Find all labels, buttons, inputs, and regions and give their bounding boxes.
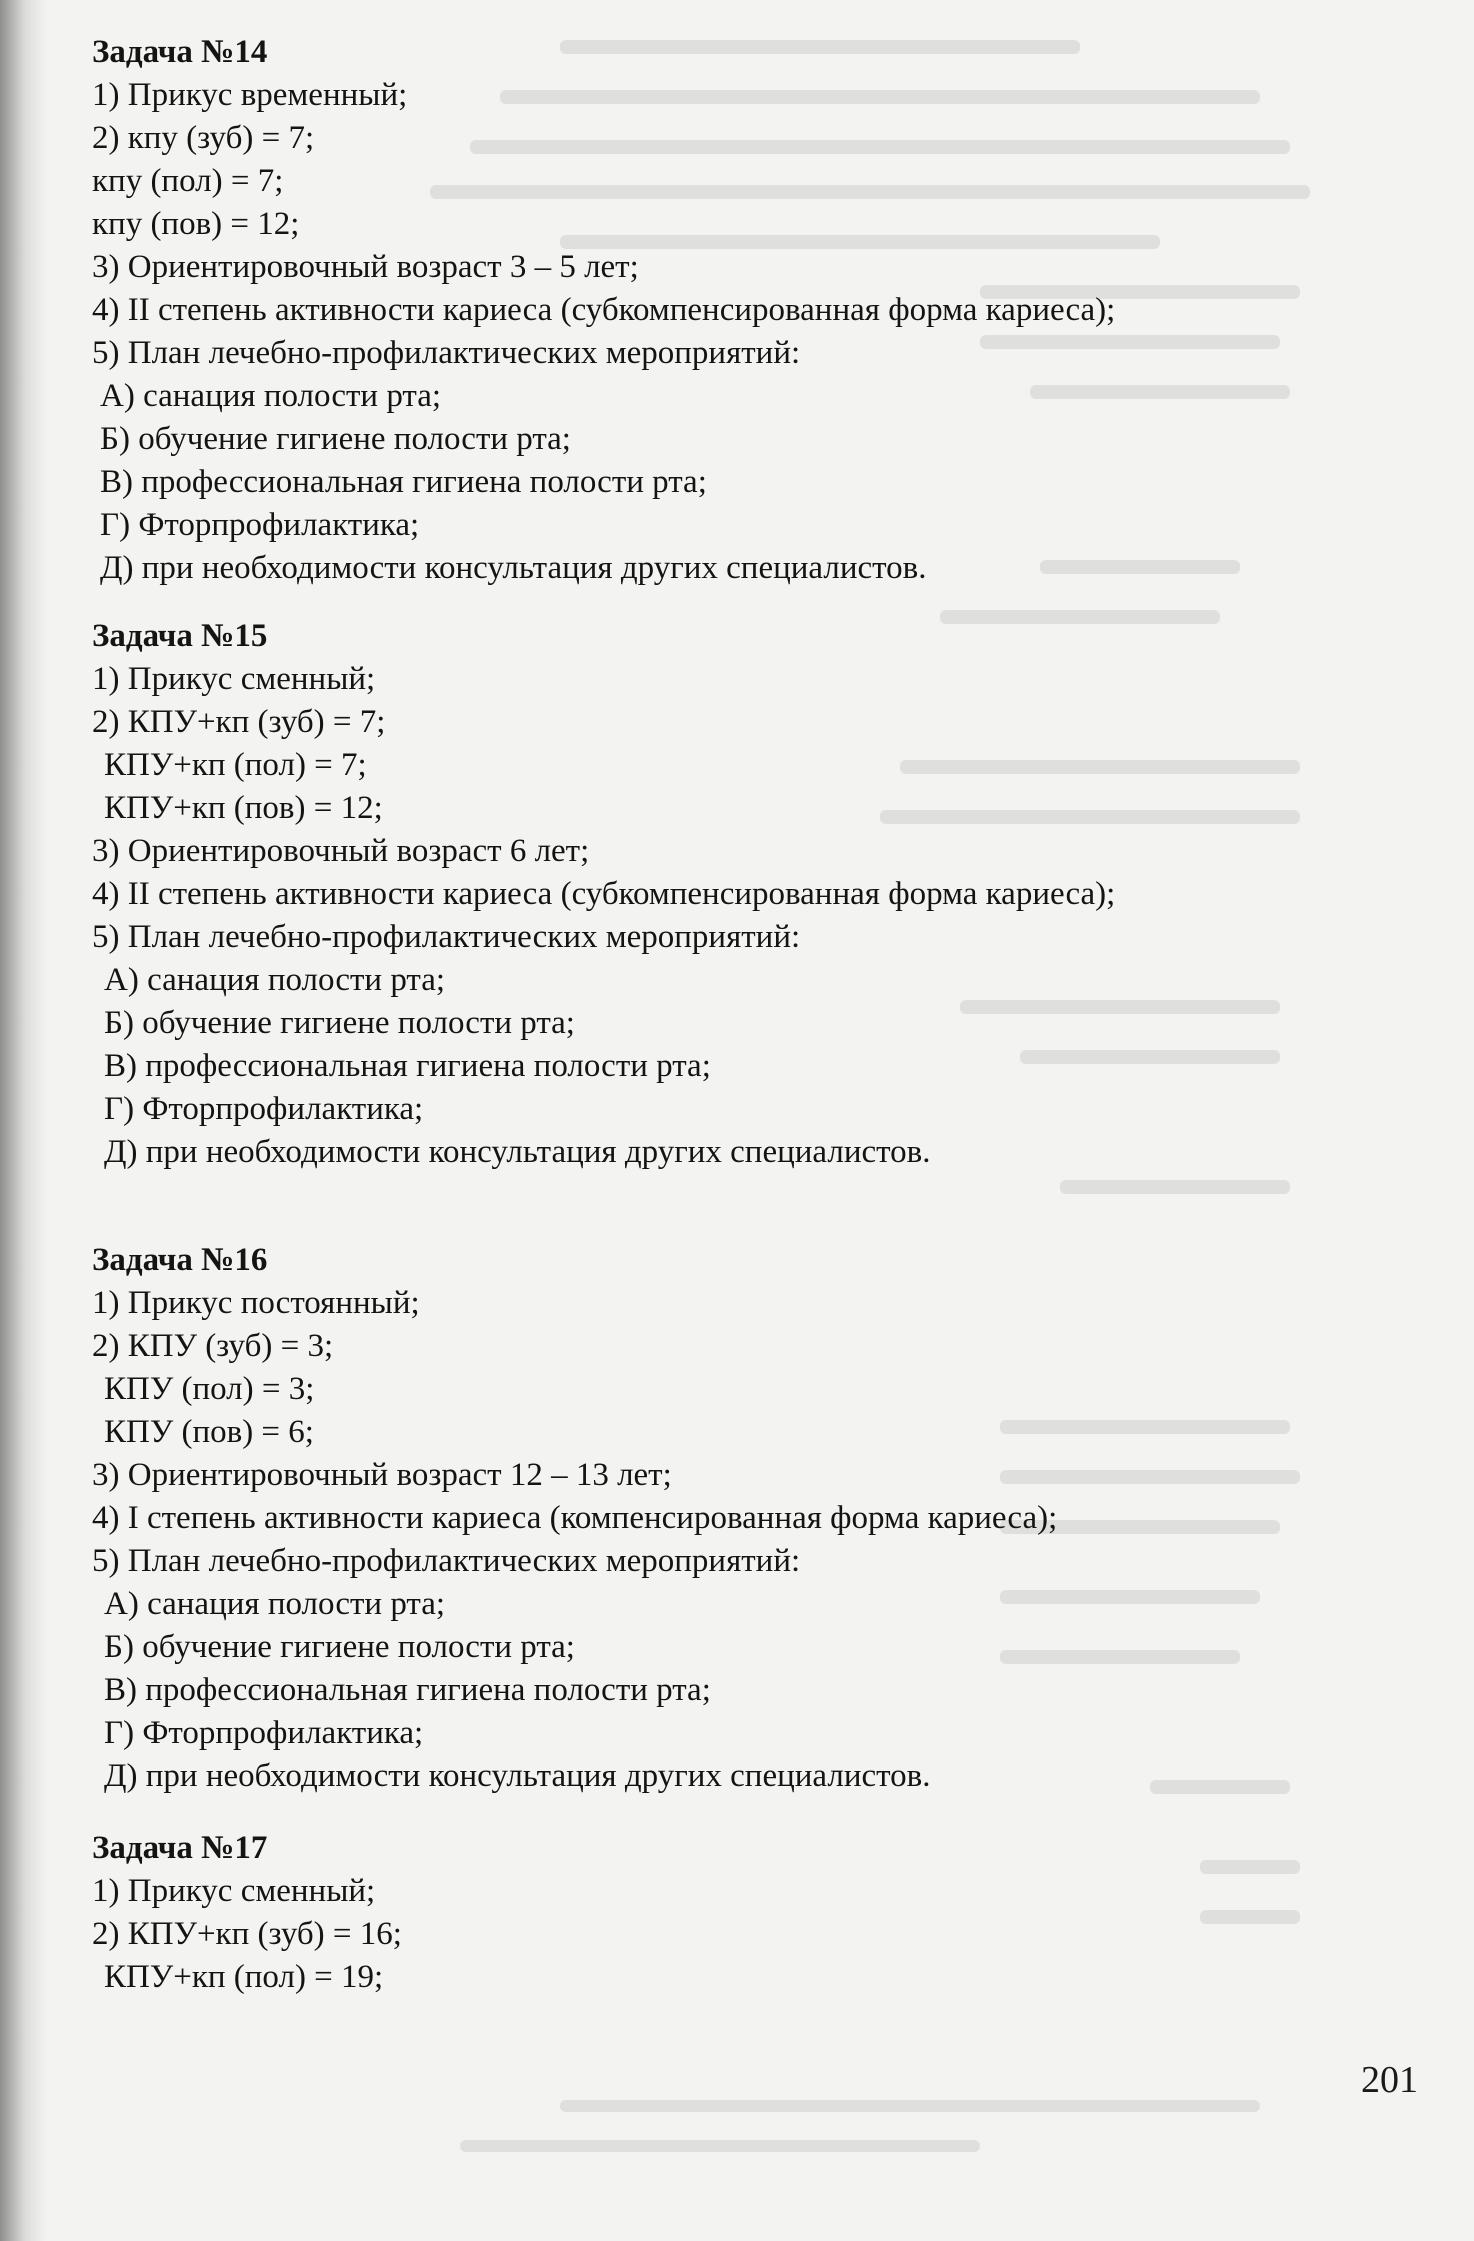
task-line: 4) II степень активности кариеса (субкомпенсированная форма кариеса); [92,876,1116,912]
task-line: Д) при необходимости консультация других специалистов. [100,550,927,586]
task-line: 1) Прикус сменный; [92,661,376,697]
task-line: Г) Фторпрофилактика; [100,507,420,543]
task-line: 5) План лечебно-профилактических мероприятий: [92,335,801,371]
task-line: Б) обучение гигиене полости рта; [104,1629,575,1665]
task-line: 4) II степень активности кариеса (субкомпенсированная форма кариеса); [92,292,1116,328]
task-line: А) санация полости рта; [104,1586,446,1622]
task-line: Г) Фторпрофилактика; [104,1091,424,1127]
task-15 [92,614,1422,1174]
task-line: кпу (пов) = 12; [92,206,300,242]
task-14 [92,30,1422,590]
task-line: КПУ (пол) = 3; [104,1371,315,1407]
spacer [92,590,1422,614]
task-line: Б) обучение гигиене полости рта; [100,421,571,457]
page-number: 201 [1361,2059,1418,2101]
task-16 [92,1238,1422,1798]
task-line: 4) I степень активности кариеса (компенсированная форма кариеса); [92,1500,1058,1536]
task-line: кпу (пол) = 7; [92,163,284,199]
task-line: Б) обучение гигиене полости рта; [104,1005,575,1041]
task-line: В) профессиональная гигиена полости рта; [104,1048,711,1084]
task-line: В) профессиональная гигиена полости рта; [100,464,707,500]
task-line: КПУ+кп (пол) = 19; [104,1959,384,1995]
task-line: 3) Ориентировочный возраст 6 лет; [92,833,590,869]
task-line: В) профессиональная гигиена полости рта; [104,1672,711,1708]
task-line: 2) КПУ (зуб) = 3; [92,1328,334,1364]
task-line: КПУ+кп (пол) = 7; [104,747,367,783]
task-title: Задача №14 [92,34,268,70]
task-title: Задача №17 [92,1830,268,1866]
page-binding-shadow [0,0,46,2241]
task-line: 2) кпу (зуб) = 7; [92,120,315,156]
task-line: Г) Фторпрофилактика; [104,1715,424,1751]
task-line: 1) Прикус сменный; [92,1873,376,1909]
task-line: 1) Прикус постоянный; [92,1285,420,1321]
task-line: 5) План лечебно-профилактических мероприятий: [92,919,801,955]
task-line: КПУ+кп (пов) = 12; [104,790,383,826]
task-line: Д) при необходимости консультация других специалистов. [104,1134,931,1170]
task-line: 3) Ориентировочный возраст 3 – 5 лет; [92,249,639,285]
task-title: Задача №15 [92,618,268,654]
spacer [92,1798,1422,1826]
task-title: Задача №16 [92,1242,268,1278]
task-line: КПУ (пов) = 6; [104,1414,314,1450]
task-line: Д) при необходимости консультация других специалистов. [104,1758,931,1794]
task-line: 2) КПУ+кп (зуб) = 7; [92,704,386,740]
task-line: 3) Ориентировочный возраст 12 – 13 лет; [92,1457,672,1493]
task-line: 1) Прикус временный; [92,77,408,113]
task-17 [92,1826,1422,1999]
task-line: 5) План лечебно-профилактических мероприятий: [92,1543,801,1579]
task-line: А) санация полости рта; [100,378,442,414]
spacer [92,1174,1422,1238]
answers-content [92,30,1422,1999]
task-line: 2) КПУ+кп (зуб) = 16; [92,1916,402,1952]
task-line: А) санация полости рта; [104,962,446,998]
